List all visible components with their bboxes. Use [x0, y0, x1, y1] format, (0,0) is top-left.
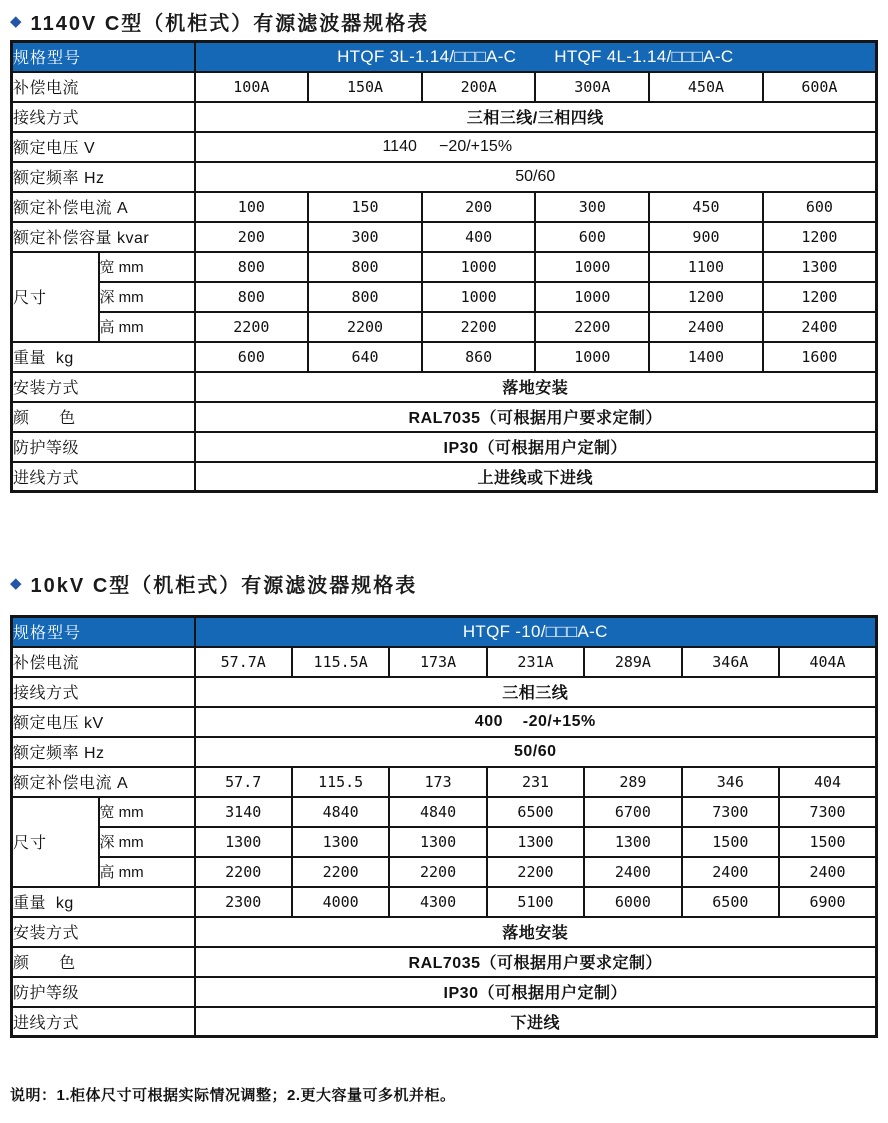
dimension-sublabel-cell: 深 mm [99, 282, 195, 312]
value-cell: 2200 [195, 312, 309, 342]
table-row [12, 947, 877, 977]
table-row [12, 827, 877, 857]
value-cell: 1000 [422, 282, 536, 312]
value-cell: 2200 [308, 312, 422, 342]
row-label-cell: 进线方式 [12, 462, 195, 492]
value-cell: 173A [389, 647, 486, 677]
value-cell: 1200 [763, 282, 877, 312]
row-label-cell: 安装方式 [12, 917, 195, 947]
spec-header-row [12, 42, 877, 72]
value-cell: 600 [763, 192, 877, 222]
value-cell: 4300 [389, 887, 486, 917]
value-cell: 6500 [682, 887, 779, 917]
model-name: HTQF 3L-1.14/□□□A-C [337, 46, 517, 66]
row-label-cell: 防护等级 [12, 977, 195, 1007]
value-cell: 4840 [389, 797, 486, 827]
value-cell: 2200 [389, 857, 486, 887]
value-cell: 800 [195, 282, 309, 312]
merged-value-cell [195, 462, 877, 492]
footnote: 说明：1.柜体尺寸可根据实际情况调整；2.更大容量可多机并柜。 [10, 1087, 456, 1104]
row-label-cell: 安装方式 [12, 372, 195, 402]
dimension-sublabel-cell: 宽 mm [99, 797, 195, 827]
merged-value-cell [195, 402, 877, 432]
value-cell: 2200 [292, 857, 389, 887]
model-names [196, 622, 875, 642]
merged-value-cell [195, 737, 877, 767]
value-cell: 300A [535, 72, 649, 102]
value-cell: 2400 [763, 312, 877, 342]
table-row [12, 372, 877, 402]
table-row [12, 1007, 877, 1037]
value-cell: 200 [195, 222, 309, 252]
merged-value-cell [195, 947, 877, 977]
dimension-sublabel-cell: 高 mm [99, 857, 195, 887]
section-title-10kv [10, 569, 417, 598]
value-cell: 2200 [422, 312, 536, 342]
dimension-sublabel-cell: 宽 mm [99, 252, 195, 282]
value-cell: 1300 [763, 252, 877, 282]
value-cell: 300 [308, 222, 422, 252]
table-row [12, 977, 877, 1007]
value-cell: 150A [308, 72, 422, 102]
value-cell: 6900 [779, 887, 876, 917]
value-cell: 4000 [292, 887, 389, 917]
merged-value-text: 400 -20/+15% [474, 712, 596, 730]
value-cell: 7300 [682, 797, 779, 827]
table-row [12, 857, 877, 887]
table-row [12, 737, 877, 767]
table-row [12, 102, 877, 132]
merged-value-cell [195, 677, 877, 707]
table-row [12, 767, 877, 797]
spec-header-label-cell: 规格型号 [12, 42, 195, 72]
table-row [12, 432, 877, 462]
table-row [12, 342, 877, 372]
value-cell: 5100 [487, 887, 584, 917]
value-cell: 200 [422, 192, 536, 222]
value-cell: 7300 [779, 797, 876, 827]
value-cell: 600A [763, 72, 877, 102]
value-cell: 900 [649, 222, 763, 252]
value-cell: 1300 [195, 827, 292, 857]
value-cell: 346A [682, 647, 779, 677]
row-label-cell: 颜 色 [12, 947, 195, 977]
merged-value-cell [195, 102, 877, 132]
value-cell: 860 [422, 342, 536, 372]
value-cell: 231 [487, 767, 584, 797]
value-cell: 1400 [649, 342, 763, 372]
value-cell: 1500 [682, 827, 779, 857]
row-label-cell: 额定补偿电流 A [12, 767, 195, 797]
merged-value-text: 1140 −20/+15% [382, 137, 513, 155]
value-cell: 450A [649, 72, 763, 102]
merged-value-text: 50/60 [515, 167, 556, 185]
value-cell: 800 [195, 252, 309, 282]
section-title-1140v-text: 1140V C型（机柜式）有源滤波器规格表 [30, 13, 430, 35]
diamond-bullet-icon: ◆ [10, 574, 22, 592]
model-header-cell [195, 42, 877, 72]
value-cell: 150 [308, 192, 422, 222]
table-row [12, 72, 877, 102]
merged-value-cell [195, 977, 877, 1007]
spec-header-row [12, 617, 877, 647]
spec-table-1140v [10, 40, 878, 493]
section-title-1140v [10, 7, 429, 36]
value-cell: 6000 [584, 887, 681, 917]
value-cell: 100 [195, 192, 309, 222]
row-label-cell: 额定补偿电流 A [12, 192, 195, 222]
value-cell: 6700 [584, 797, 681, 827]
dimension-group-cell: 尺寸 [12, 797, 99, 887]
table-row [12, 222, 877, 252]
merged-value-text: 三相三线 [502, 685, 569, 702]
value-cell: 400 [422, 222, 536, 252]
table-row [12, 162, 877, 192]
row-label-cell: 补偿电流 [12, 72, 195, 102]
value-cell: 289 [584, 767, 681, 797]
value-cell: 1000 [535, 282, 649, 312]
value-cell: 300 [535, 192, 649, 222]
row-label-cell: 颜 色 [12, 402, 195, 432]
row-label-cell: 额定频率 Hz [12, 737, 195, 767]
merged-value-text: 三相三线/三相四线 [466, 110, 604, 127]
row-label-cell: 防护等级 [12, 432, 195, 462]
merged-value-text: RAL7035（可根据用户要求定制） [408, 410, 662, 427]
merged-value-cell [195, 132, 877, 162]
value-cell: 600 [195, 342, 309, 372]
row-label-cell: 重量 kg [12, 887, 195, 917]
merged-value-cell [195, 707, 877, 737]
row-label-cell: 额定电压 V [12, 132, 195, 162]
value-cell: 200A [422, 72, 536, 102]
value-cell: 289A [584, 647, 681, 677]
value-cell: 450 [649, 192, 763, 222]
value-cell: 57.7A [195, 647, 292, 677]
table-row [12, 462, 877, 492]
value-cell: 800 [308, 252, 422, 282]
value-cell: 2400 [779, 857, 876, 887]
value-cell: 2400 [649, 312, 763, 342]
value-cell: 404A [779, 647, 876, 677]
merged-value-text: 下进线 [510, 1014, 561, 1032]
row-label-cell: 重量 kg [12, 342, 195, 372]
value-cell: 1000 [422, 252, 536, 282]
dimension-group-cell: 尺寸 [12, 252, 99, 342]
merged-value-text: 上进线或下进线 [477, 469, 594, 487]
value-cell: 1000 [535, 252, 649, 282]
value-cell: 1300 [389, 827, 486, 857]
value-cell: 6500 [487, 797, 584, 827]
table-row [12, 917, 877, 947]
value-cell: 2400 [584, 857, 681, 887]
table-row [12, 647, 877, 677]
value-cell: 2300 [195, 887, 292, 917]
value-cell: 1200 [763, 222, 877, 252]
value-cell: 2200 [535, 312, 649, 342]
merged-value-text: 落地安装 [502, 925, 569, 942]
value-cell: 57.7 [195, 767, 292, 797]
merged-value-text: IP30（可根据用户定制） [443, 985, 627, 1002]
value-cell: 1200 [649, 282, 763, 312]
merged-value-cell [195, 162, 877, 192]
dimension-sublabel-cell: 深 mm [99, 827, 195, 857]
table-row [12, 282, 877, 312]
table-row [12, 312, 877, 342]
value-cell: 4840 [292, 797, 389, 827]
merged-value-text: 落地安装 [502, 380, 569, 397]
value-cell: 1600 [763, 342, 877, 372]
value-cell: 640 [308, 342, 422, 372]
row-label-cell: 额定电压 kV [12, 707, 195, 737]
row-label-cell: 接线方式 [12, 102, 195, 132]
model-name: HTQF -10/□□□A-C [462, 621, 608, 641]
diamond-bullet-icon: ◆ [10, 12, 22, 30]
table-row [12, 402, 877, 432]
spec-header-label-cell: 规格型号 [12, 617, 195, 647]
spec-table-10kv [10, 615, 878, 1038]
row-label-cell: 接线方式 [12, 677, 195, 707]
merged-value-cell [195, 1007, 877, 1037]
row-label-cell: 额定频率 Hz [12, 162, 195, 192]
value-cell: 1300 [487, 827, 584, 857]
value-cell: 346 [682, 767, 779, 797]
value-cell: 2200 [195, 857, 292, 887]
table-row [12, 887, 877, 917]
value-cell: 1300 [584, 827, 681, 857]
value-cell: 600 [535, 222, 649, 252]
value-cell: 1000 [535, 342, 649, 372]
value-cell: 1300 [292, 827, 389, 857]
value-cell: 2200 [487, 857, 584, 887]
row-label-cell: 额定补偿容量 kvar [12, 222, 195, 252]
model-names [196, 47, 875, 67]
value-cell: 1100 [649, 252, 763, 282]
merged-value-text: 50/60 [513, 742, 557, 760]
value-cell: 2400 [682, 857, 779, 887]
dimension-sublabel-cell: 高 mm [99, 312, 195, 342]
model-name: HTQF 4L-1.14/□□□A-C [554, 46, 734, 66]
value-cell: 3140 [195, 797, 292, 827]
value-cell: 404 [779, 767, 876, 797]
value-cell: 115.5A [292, 647, 389, 677]
section-title-10kv-text: 10kV C型（机柜式）有源滤波器规格表 [30, 575, 418, 597]
table-row [12, 707, 877, 737]
value-cell: 115.5 [292, 767, 389, 797]
row-label-cell: 进线方式 [12, 1007, 195, 1037]
value-cell: 173 [389, 767, 486, 797]
table-row [12, 132, 877, 162]
merged-value-cell [195, 917, 877, 947]
table-row [12, 677, 877, 707]
merged-value-cell [195, 372, 877, 402]
table-row [12, 252, 877, 282]
row-label-cell: 补偿电流 [12, 647, 195, 677]
table-row [12, 797, 877, 827]
value-cell: 231A [487, 647, 584, 677]
table-row [12, 192, 877, 222]
merged-value-cell [195, 432, 877, 462]
value-cell: 100A [195, 72, 309, 102]
value-cell: 800 [308, 282, 422, 312]
merged-value-text: IP30（可根据用户定制） [443, 440, 627, 457]
merged-value-text: RAL7035（可根据用户要求定制） [408, 955, 662, 972]
value-cell: 1500 [779, 827, 876, 857]
model-header-cell [195, 617, 877, 647]
